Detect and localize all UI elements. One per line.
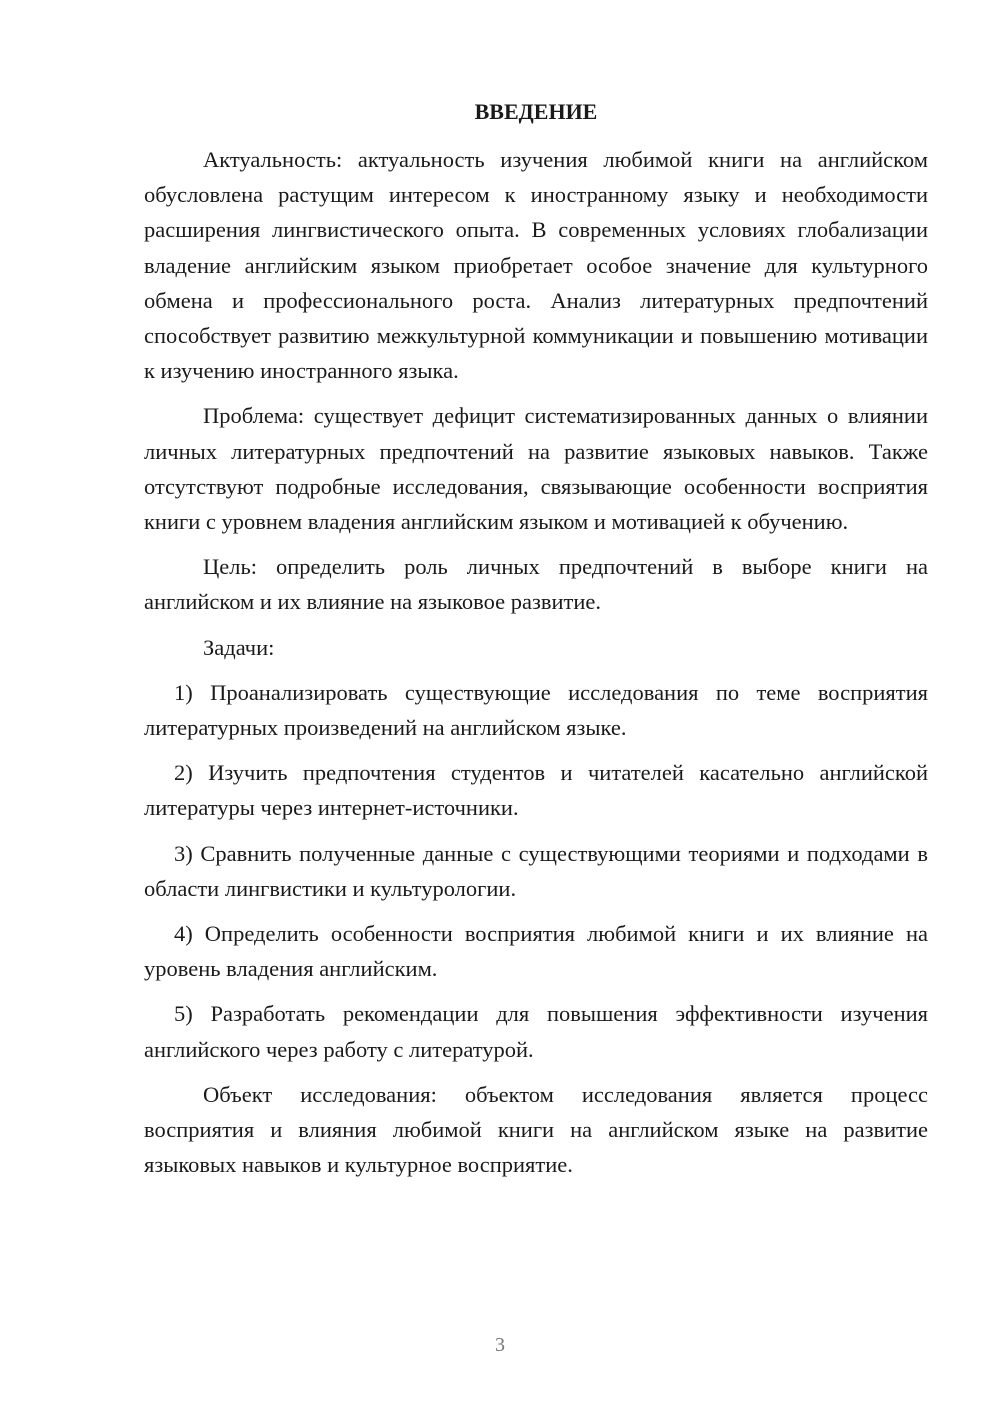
object-paragraph: Объект исследования: объектом исследования является процесс восприятия и влияния любимой книги на английском языке на развитие языковых навыков и культурное восприятие.	[144, 1081, 928, 1178]
task-item-1: 1) Проанализировать существующие исследования по теме восприятия литературных произведений на английском языке.	[144, 679, 928, 741]
task-item-4: 4) Определить особенности восприятия любимой книги и их влияние на уровень владения английским.	[144, 921, 928, 982]
page-number: 3	[495, 1334, 505, 1356]
task-item-2: 2) Изучить предпочтения студентов и читателей касательно английской литературы через интернет-источники.	[144, 760, 928, 821]
task-item-3: 3) Сравнить полученные данные с существующими теориями и подходами в области лингвистики и культурологии.	[144, 840, 928, 901]
goal-paragraph: Цель: определить роль личных предпочтений в выборе книги на английском и их влияние на языковое развитие.	[144, 554, 928, 615]
tasks-heading: Задачи:	[203, 634, 275, 660]
problem-paragraph: Проблема: существует дефицит систематизированных данных о влиянии личных литературных предпочтений на развитие языковых навыков. Также отсутствуют подробные исследования, связывающие особенности восприятия книги с уровнем владения английским языком и мотивацией к обучению.	[144, 403, 928, 535]
relevance-paragraph: Актуальность: актуальность изучения любимой книги на английском обусловлена растущим интересом к иностранному языку и необходимости расширения лингвистического опыта. В современных условиях глобализации владение английским языком приобретает особое значение для культурного обмена и профессионального роста. Анализ литературных предпочтений способствует развитию межкультурной коммуникации и повышению мотивации к изучению иностранного языка.	[144, 147, 928, 384]
page-title: ВВЕДЕНИЕ	[474, 99, 598, 124]
document-body	[144, 142, 928, 1192]
task-item-5: 5) Разработать рекомендации для повышения эффективности изучения английского через работу с литературой.	[144, 1001, 928, 1062]
